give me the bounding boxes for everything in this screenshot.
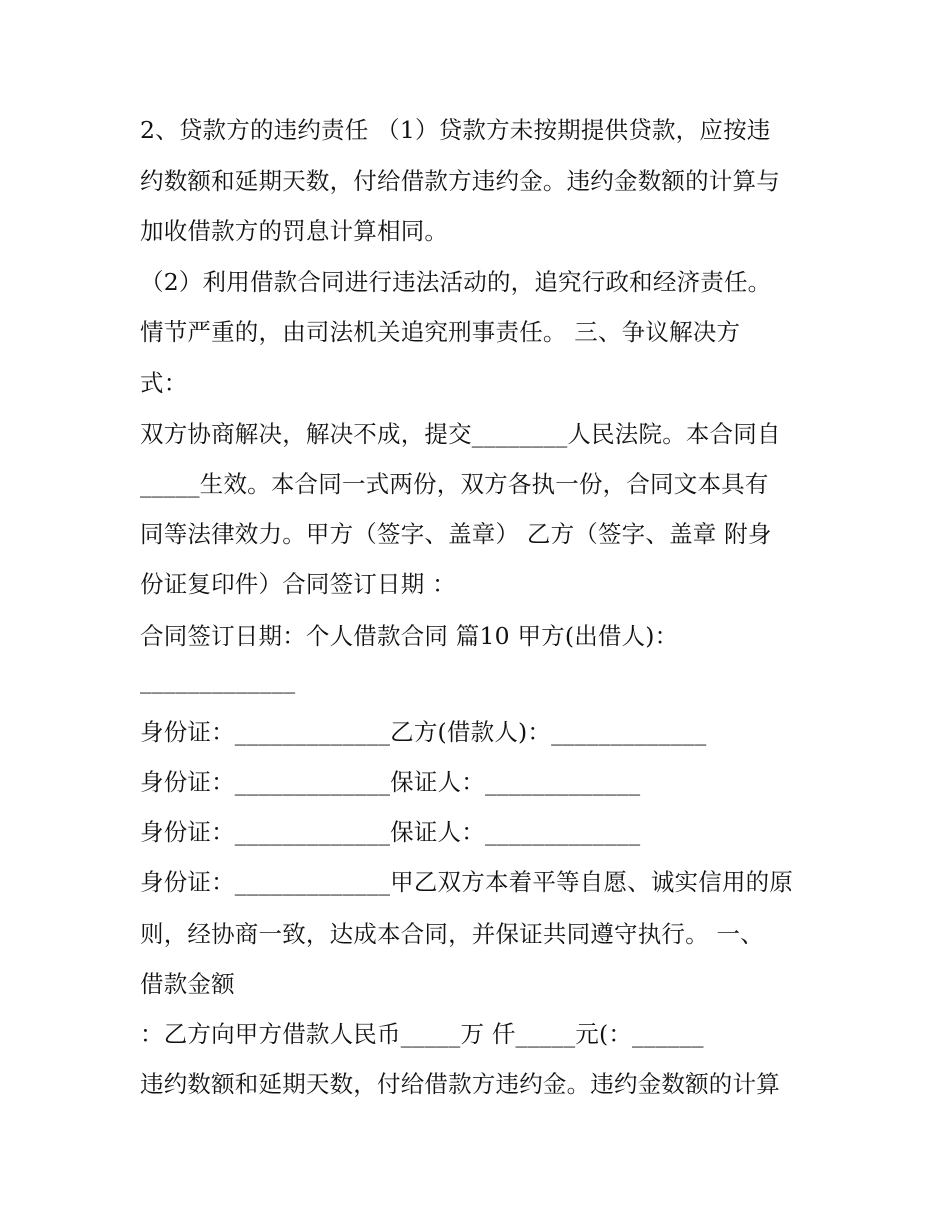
- text-line: 则，经协商一致，达成本合同，并保证共同遵守执行。 一、: [140, 920, 764, 948]
- text-line: 2、贷款方的违约责任 （1）贷款方未按期提供贷款，应按违: [140, 116, 771, 144]
- text-line: 加收借款方的罚息计算相同。: [140, 217, 449, 245]
- text-line: 约数额和延期天数，付给借款方违约金。违约金数额的计算与: [140, 167, 780, 195]
- text-line: （2）利用借款合同进行违法活动的，追究行政和经济责任。: [140, 268, 772, 296]
- text-line: 违约数额和延期天数，付给借款方违约金。违约金数额的计算: [140, 1070, 780, 1098]
- text-line: 身份证：_____________乙方(借款人)：_____________: [140, 718, 707, 746]
- text-line: 式：: [140, 369, 188, 397]
- signature-blank: _____________: [140, 666, 296, 694]
- text-line: 身份证：_____________保证人：_____________: [140, 768, 641, 796]
- text-line: 同等法律效力。甲方（签字、盖章） 乙方（签字、盖章 附身: [140, 520, 772, 548]
- text-line: _____生效。本合同一式两份，双方各执一份，合同文本具有: [140, 470, 769, 498]
- text-line: 情节严重的，由司法机关追究刑事责任。 三、争议解决方: [140, 318, 741, 346]
- text-line: 份证复印件）合同签订日期 ：: [140, 570, 456, 598]
- section-heading: 借款金额: [140, 970, 235, 998]
- text-line: 合同签订日期：个人借款合同 篇10 甲方(出借人)：: [140, 622, 679, 650]
- text-line: 身份证：_____________保证人：_____________: [140, 818, 641, 846]
- text-line: 身份证：_____________甲乙双方本着平等自愿、诚实信用的原: [140, 868, 794, 896]
- text-line: ：乙方向甲方借款人民币_____万 仟_____元(：______: [140, 1020, 704, 1048]
- text-line: 双方协商解决，解决不成，提交________人民法院。本合同自: [140, 420, 781, 448]
